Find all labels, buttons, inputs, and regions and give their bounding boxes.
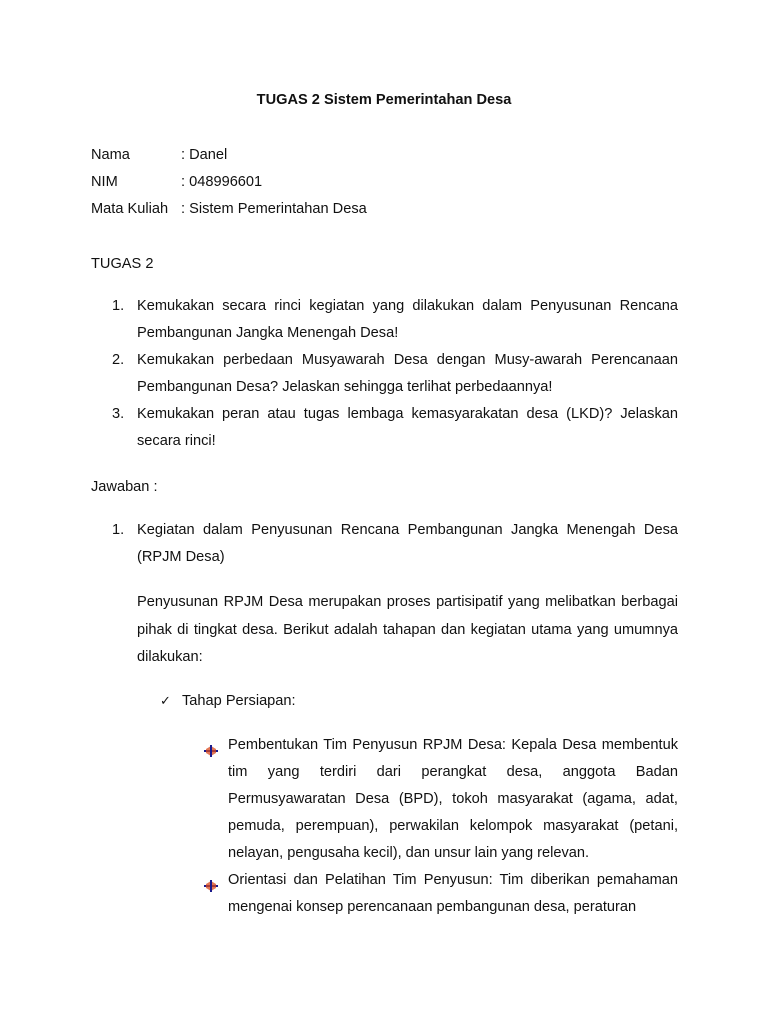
question-list [91, 293, 678, 455]
answer-number: 1. [112, 522, 125, 538]
info-label: NIM [91, 174, 118, 190]
question-text: Kemukakan perbedaan Musyawarah Desa dengan Musy-awarah Perencanaan Pembangunan Desa? Jelaskan sehingga terlihat perbedaannya! [137, 352, 678, 395]
info-label: Nama [91, 147, 130, 163]
question-number: 2. [112, 352, 125, 368]
stage-bullet-list [204, 732, 678, 921]
bullet-text: Orientasi dan Pelatihan Tim Penyusun: Tim diberikan pemahaman mengenai konsep perencanaan pembangunan desa, peraturan [228, 872, 678, 915]
info-value: : Sistem Pemerintahan Desa [181, 201, 367, 217]
info-row-nama [91, 145, 227, 165]
answer-item [91, 517, 678, 571]
info-row-mata-kuliah [91, 199, 367, 219]
question-item [91, 347, 678, 401]
answer-list [91, 517, 678, 571]
document-title: TUGAS 2 Sistem Pemerintahan Desa [256, 92, 512, 108]
bullet-item [204, 732, 678, 867]
stage-item [160, 691, 296, 711]
arrow-bullet-icon [204, 740, 218, 752]
stage-label: Tahap Persiapan: [182, 693, 296, 709]
question-text: Kemukakan peran atau tugas lembaga kemasyarakatan desa (LKD)? Jelaskan secara rinci! [137, 406, 678, 449]
question-number: 1. [112, 298, 125, 314]
question-number: 3. [112, 406, 125, 422]
question-item [91, 293, 678, 347]
info-row-nim [91, 172, 262, 192]
info-value: : 048996601 [181, 174, 263, 190]
question-item [91, 401, 678, 455]
task-heading: TUGAS 2 [91, 256, 154, 272]
checkmark-icon: ✓ [160, 693, 171, 708]
arrow-bullet-icon [204, 875, 218, 887]
bullet-item [204, 867, 678, 921]
answer-paragraph: Penyusunan RPJM Desa merupakan proses partisipatif yang melibatkan berbagai pihak di tingkat desa. Berikut adalah tahapan dan kegiatan utama yang umumnya dilakukan: [137, 594, 678, 665]
info-label: Mata Kuliah [91, 201, 169, 217]
info-value: : Danel [181, 147, 228, 163]
answer-text: Kegiatan dalam Penyusunan Rencana Pembangunan Jangka Menengah Desa (RPJM Desa) [137, 522, 678, 565]
answer-heading: Jawaban : [91, 479, 158, 495]
question-text: Kemukakan secara rinci kegiatan yang dilakukan dalam Penyusunan Rencana Pembangunan Jangka Menengah Desa! [137, 298, 678, 341]
bullet-text: Pembentukan Tim Penyusun RPJM Desa: Kepala Desa membentuk tim yang terdiri dari perangkat desa, anggota Badan Permusyawaratan Desa (BPD), tokoh masyarakat (agama, adat, pemuda, perempuan), perwakilan kelompok masyarakat (petani, nelayan, pengusaha kecil), dan unsur lain yang relevan. [228, 737, 678, 861]
